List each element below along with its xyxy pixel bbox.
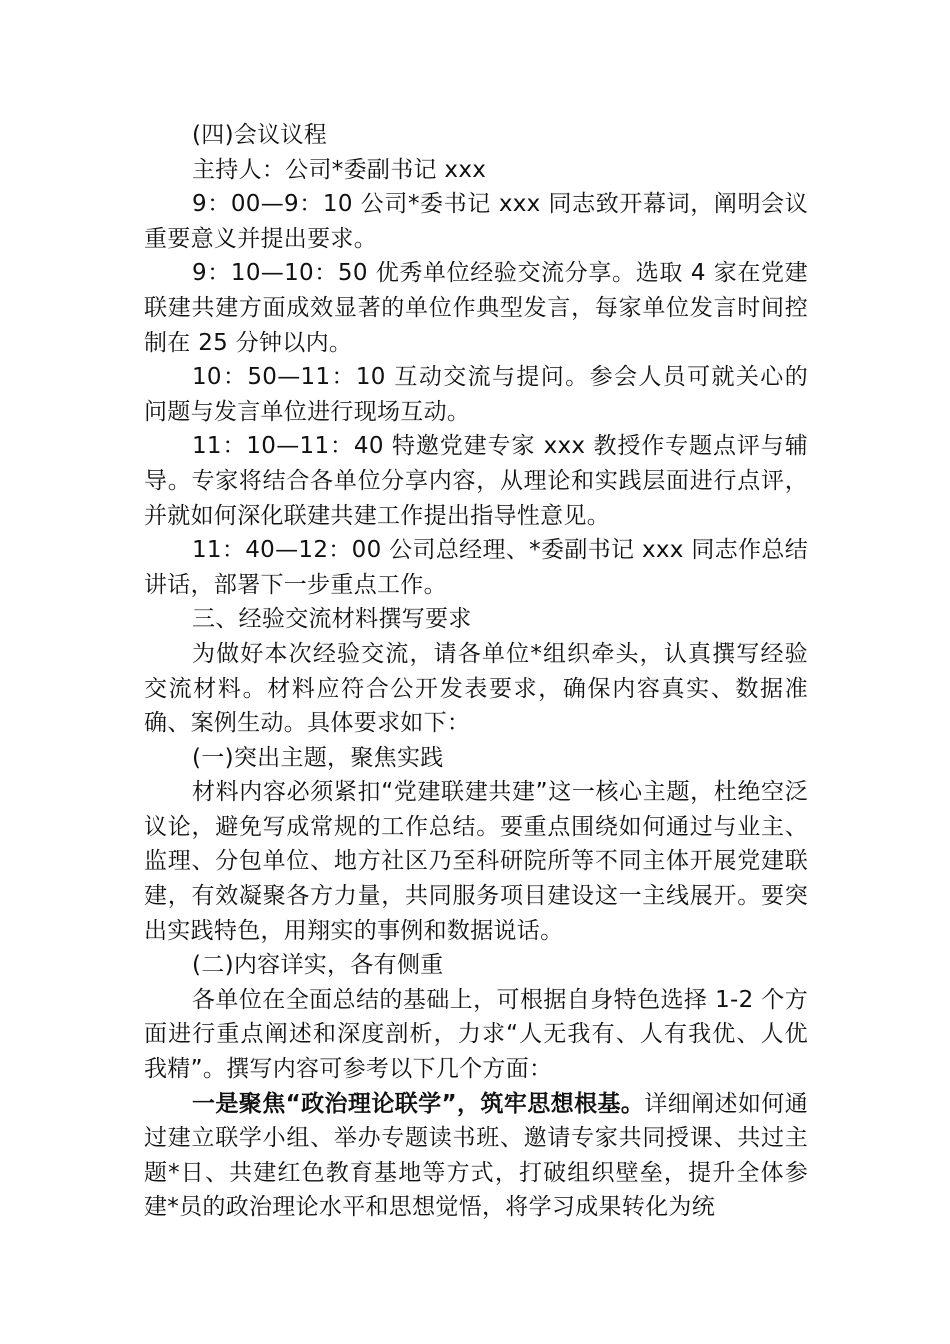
agenda-item-opening: 9：00—9：10 公司*委书记 xxx 同志致开幕词，阐明会议重要意义并提出要求。	[144, 191, 808, 252]
section-heading-meeting-agenda: (四)会议议程	[192, 122, 328, 148]
paragraph-theme-details: 材料内容必须紧扣“党建联建共建”这一核心主题，杜绝空泛议论，避免写成常规的工作总结。要重点围绕如何通过与业主、监理、分包单位、地方社区乃至科研院所等不同主体开展党建联建，有效凝聚各方力量，共同服务项目建设这一主线展开。要突出实践特色，用翔实的事例和数据说话。	[144, 779, 808, 944]
section-heading-writing-requirements: 三、经验交流材料撰写要求	[192, 606, 472, 633]
subheading-highlight-theme: (一)突出主题，聚焦实践	[192, 744, 444, 771]
agenda-item-expert-review: 11：10—11：40 特邀党建专家 xxx 教授作专题点评与辅导。专家将结合各单位分享内容，从理论和实践层面进行点评，并就如何深化联建共建工作提出指导性意见。	[144, 433, 808, 529]
paragraph-requirements-intro: 为做好本次经验交流，请各单位*组织牵头，认真撰写经验交流材料。材料应符合公开发表要求，确保内容真实、数据准确、案例生动。具体要求如下：	[144, 640, 808, 737]
point-one-bold-lead: 一是聚焦“政治理论联学”，筑牢思想根基。	[192, 1090, 645, 1117]
paragraph-host: 主持人：公司*委副书记 xxx	[192, 156, 487, 183]
point-one-text: 详细阐述如何通过建立联学小组、举办专题读书班、邀请专家共同授课、共过主题*日、共建红色教育基地等方式，打破组织壁垒，提升全体参建*员的政治理论水平和思想觉悟，将学习成果转化为统	[144, 1090, 808, 1221]
agenda-item-interaction: 10：50—11：10 互动交流与提问。参会人员可就关心的问题与发言单位进行现场互动。	[144, 364, 808, 425]
agenda-item-closing-speech: 11：40—12：00 公司总经理、*委副书记 xxx 同志作总结讲话，部署下一步重点工作。	[144, 537, 808, 598]
agenda-item-experience-sharing: 9：10—10：50 优秀单位经验交流分享。选取 4 家在党建联建共建方面成效显著的单位作典型发言，每家单位发言时间控制在 25 分钟以内。	[144, 260, 808, 356]
subheading-detailed-content: (二)内容详实，各有侧重	[192, 952, 444, 979]
document-body	[144, 118, 808, 1225]
paragraph-content-details: 各单位在全面总结的基础上，可根据自身特色选择 1-2 个方面进行重点阐述和深度剖析，力求“人无我有、人有我优、人优我精”。撰写内容可参考以下几个方面：	[144, 986, 808, 1083]
paragraph-point-one	[144, 1087, 808, 1225]
